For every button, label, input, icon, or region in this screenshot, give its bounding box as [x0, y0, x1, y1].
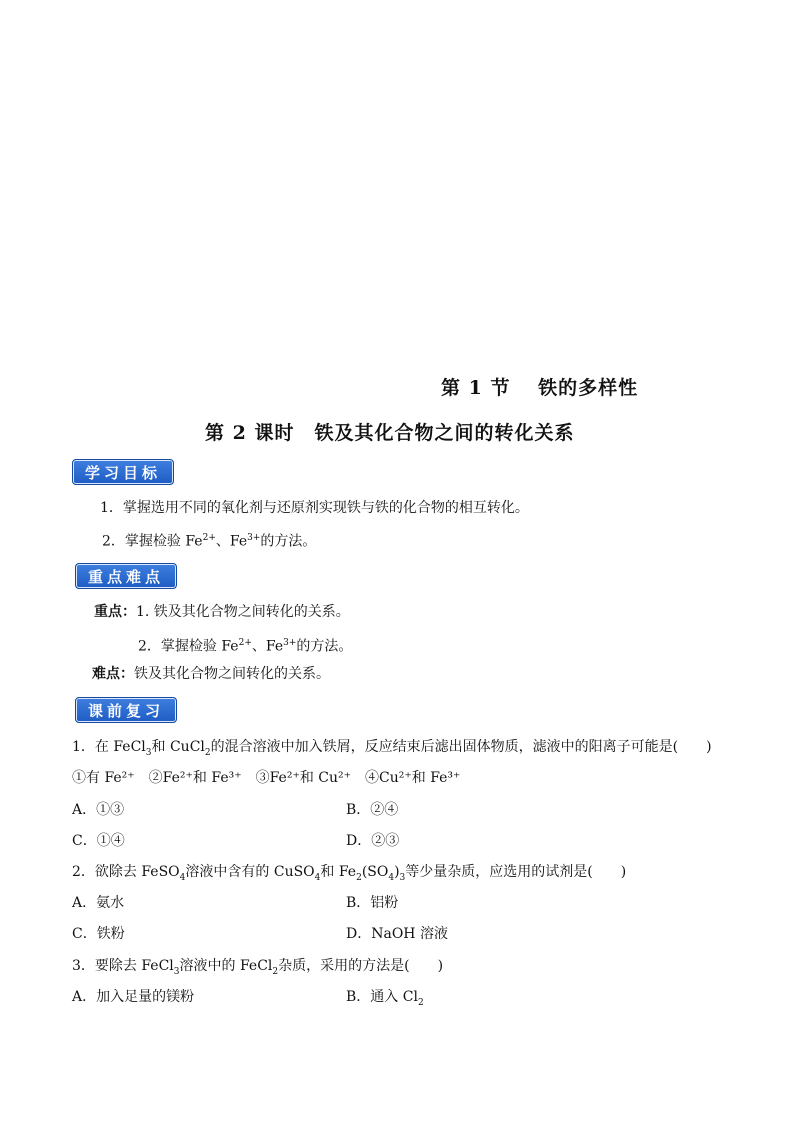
q2-stem: 2．欲除去 FeSO$_4$溶液中含有的 CuSO$_4$和 $Fe_2(SO_4)_3$等少量杂质，应选用的试剂是( ) — [72, 864, 627, 883]
q3-option-a: A．加入足量的镁粉 — [72, 989, 195, 1005]
q1-option-a: A．①③ — [72, 802, 125, 818]
q2-option-a: A．氨水 — [72, 895, 125, 911]
objective-1: 1．掌握选用不同的氧化剂与还原剂实现铁与铁的化合物的相互转化。 — [100, 500, 529, 516]
q2-option-d: D．NaOH 溶液 — [346, 926, 448, 942]
focus-line-1: 重点：1. 铁及其化合物之间转化的关系。 — [94, 604, 350, 620]
focus-line-2: 2．掌握检验 $Fe^{2+}$、$Fe^{3+}$的方法。 — [138, 638, 353, 655]
difficulty-line: 难点：铁及其化合物之间转化的关系。 — [92, 666, 330, 682]
q1-items: ①有 Fe²⁺ ②Fe²⁺和 Fe³⁺ ③Fe²⁺和 Cu²⁺ ④Cu²⁺和 Fe³⁺ — [72, 770, 461, 786]
difficulty-label: 难点： — [92, 666, 134, 682]
objectives-label: 学习目标 — [72, 459, 174, 485]
q3-option-b: B．通入 $Cl_2$ — [346, 989, 424, 1008]
q1-stem: 1．在 FeCl$_3$和 CuCl$_2$的混合溶液中加入铁屑，反应结束后滤出固体物质，滤液中的阳离子可能是( ) — [72, 739, 712, 758]
objective-2: 2．掌握检验 $Fe^{2+}$、$Fe^{3+}$的方法。 — [102, 533, 317, 550]
q2-option-c: C．铁粉 — [72, 926, 125, 942]
lesson-title: 第 2 课时 铁及其化合物之间的转化关系 — [205, 422, 575, 444]
q1-option-d: D．②③ — [346, 833, 400, 849]
q3-stem: 3．要除去 FeCl$_3$溶液中的 FeCl$_2$杂质，采用的方法是( ) — [72, 958, 444, 977]
q2-option-b: B．铝粉 — [346, 895, 399, 911]
review-label: 课前复习 — [75, 697, 177, 723]
section-title: 第 1 节 铁的多样性 — [441, 377, 639, 399]
key-points-label: 重点难点 — [75, 563, 177, 589]
focus-label: 重点： — [94, 604, 136, 620]
q1-option-b: B．②④ — [346, 802, 399, 818]
q1-option-c: C．①④ — [72, 833, 125, 849]
